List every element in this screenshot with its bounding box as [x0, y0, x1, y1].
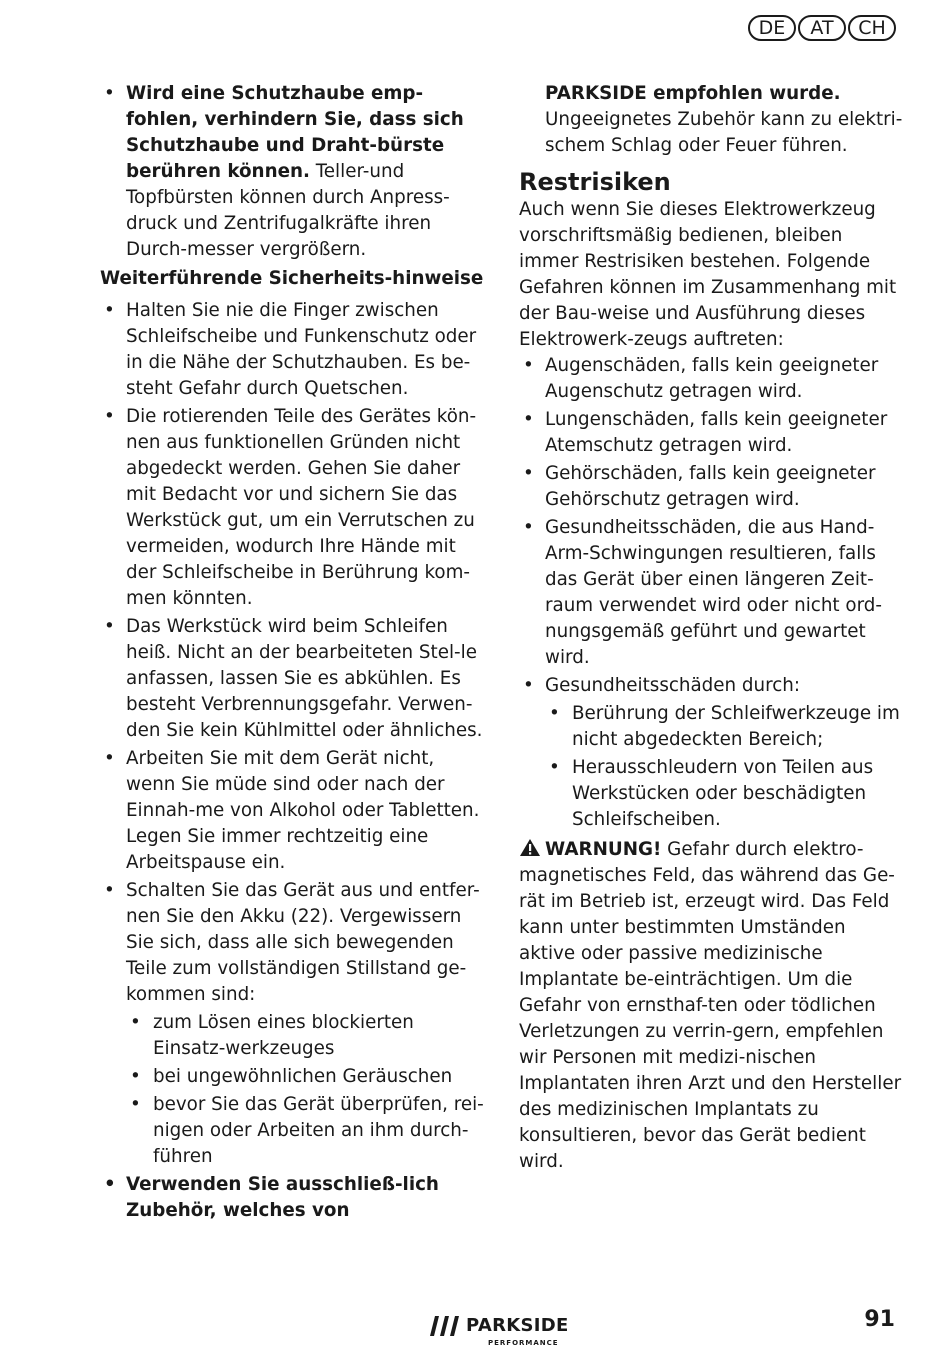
continuation-text: Ungeeignetes Zubehör kann zu elektri-schem Schlag oder Feuer führen. — [545, 109, 903, 156]
country-badge-ch: CH — [848, 15, 896, 41]
list-item: • Das Werkstück wird beim Schleifen heiß. Nicht an der bearbeiteten Stel-le anfassen, lassen Sie es abkühlen. Es besteht Verbrennungsgefahr. Verwen-den Sie kein Kühlmittel oder ähnliches. — [100, 614, 485, 744]
list-item: • Gehörschäden, falls kein geeigneter Gehörschutz getragen wird. — [519, 461, 904, 513]
warning-triangle-icon — [519, 838, 541, 857]
safety-list — [100, 298, 485, 1224]
logo-brand: PARKSIDE — [466, 1315, 569, 1336]
item-text: Gesundheitsschäden durch: — [545, 675, 801, 696]
intro-paragraph: Auch wenn Sie dieses Elektrowerkzeug vorschriftsmäßig bedienen, bleiben immer Restrisiken bestehen. Folgende Gefahren können im Zusammenhang mit der Bau-weise und Ausführung dieses Elektrowerk-zeugs auftreten: — [519, 199, 897, 350]
list-item: • Die rotierenden Teile des Gerätes kön-nen aus funktionellen Gründen nicht abgedeckt werden. Gehen Sie daher mit Bedacht vor und sichern Sie das Werkstück gut, um ein Verrutschen zu vermeiden, wodurch Ihre Hände mit der Schleifscheibe in Berührung kom-men könnten. — [100, 404, 485, 612]
bold-instruction: Wird eine Schutzhaube emp-fohlen, verhindern Sie, dass sich Schutzhaube und Draht-bürste berühren können. — [126, 83, 464, 182]
item-text: Teller-und Topfbürsten können durch Anpress-druck und Zentrifugalkräfte ihren Durch-messer vergrößern. — [126, 161, 450, 260]
continued-item — [519, 81, 904, 159]
sub-list — [545, 701, 904, 833]
warning-paragraph — [519, 837, 904, 1175]
right-column — [519, 81, 904, 1175]
bullet-list-top — [100, 81, 485, 263]
list-item: • Halten Sie nie die Finger zwischen Schleifscheibe und Funkenschutz oder in die Nähe der Schutzhauben. Es be-steht Gefahr durch Quetschen. — [100, 298, 485, 402]
warning-label: WARNUNG! — [545, 839, 662, 860]
risk-list — [519, 353, 904, 833]
warning-text: Gefahr durch elektro-magnetisches Feld, das während das Ge-rät im Betrieb ist, erzeugt wird. Das Feld kann unter bestimmten Umständen aktive oder passive medizinische Implantate be-einträchtigen. Um die Gefahr von ernsthaf-ten oder tödlichen Verletzungen zu verrin-gern, empfehlen wir Personen mit medizi-nischen Implantaten ihren Arzt und den Hersteller des medizinischen Implantats zu konsultieren, bevor das Gerät bedient wird. — [519, 839, 902, 1172]
country-badges — [748, 15, 896, 41]
sub-list-item: • Berührung der Schleifwerkzeuge im nicht abgedeckten Bereich; — [545, 701, 904, 753]
list-item: • Augenschäden, falls kein geeigneter Augenschutz getragen wird. — [519, 353, 904, 405]
sub-list-item: • bei ungewöhnlichen Geräuschen — [126, 1064, 485, 1090]
logo-slashes-icon — [430, 1316, 460, 1336]
list-item-accessory: • Verwenden Sie ausschließ-lich Zubehör, welches von — [100, 1172, 485, 1224]
list-item — [100, 878, 485, 1170]
section-heading-restrisiken: Restrisiken — [519, 168, 671, 196]
list-item — [519, 673, 904, 833]
list-item — [100, 81, 485, 263]
sub-list — [126, 1010, 485, 1170]
sub-list-item: • Herausschleudern von Teilen aus Werkstücken oder beschädigten Schleifscheiben. — [545, 755, 904, 833]
list-item: • Gesundheitsschäden, die aus Hand-Arm-Schwingungen resultieren, falls das Gerät über einen längeren Zeit-raum verwendet wird oder nicht ord-nungsgemäß geführt und gewartet wird. — [519, 515, 904, 671]
parkside-logo — [430, 1315, 569, 1347]
list-item: • Lungenschäden, falls kein geeigneter Atemschutz getragen wird. — [519, 407, 904, 459]
sub-list-item: • bevor Sie das Gerät überprüfen, rei-nigen oder Arbeiten an ihm durch-führen — [126, 1092, 485, 1170]
bold-continuation: PARKSIDE empfohlen wurde. — [545, 83, 841, 104]
country-badge-de: DE — [748, 15, 796, 41]
sub-list-item: • zum Lösen eines blockierten Einsatz-werkzeuges — [126, 1010, 485, 1062]
list-item: • Arbeiten Sie mit dem Gerät nicht, wenn Sie müde sind oder nach der Einnah-me von Alkohol oder Tabletten. Legen Sie immer rechtzeitig eine Arbeitspause ein. — [100, 746, 485, 876]
logo-subtitle: PERFORMANCE — [488, 1339, 559, 1347]
country-badge-at: AT — [798, 15, 846, 41]
left-column — [100, 81, 485, 1226]
item-text: Schalten Sie das Gerät aus und entfer-nen Sie den Akku (22). Vergewissern Sie sich, dass alle sich bewegenden Teile zum vollständigen Stillstand ge-kommen sind: — [126, 880, 480, 1005]
section-heading: Weiterführende Sicherheits-hinweise — [100, 268, 484, 289]
page-number: 91 — [864, 1307, 895, 1332]
